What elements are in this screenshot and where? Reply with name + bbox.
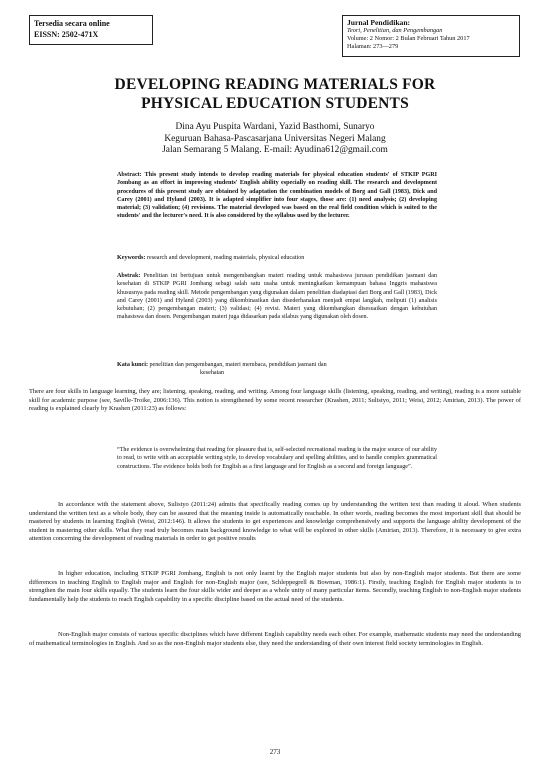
body-paragraph-1: There are four skills in language learning, they are; listening, speaking, reading, and writing. Among four language skills (listening, speaking, reading, and writing), reading is a more suitable skill for academic purpose (see, Saville-Troike, 2006:136). This notion is strengthened by some recent researcher (Krashen, 2011; Sulistyo, 2011; Weisi, 2012; Amirian, 2013). The power of reading is explained clearly by Krashen (2011:23) as follows:: [29, 388, 521, 412]
kata-kunci-label: Kata kunci:: [117, 362, 148, 368]
body-paragraph-4: Non-English major consists of various specific disciplines which have different English capability needs each other. For example, mathematic students may need the understanding of mathematical terminologies in English. And so as the non-English major students else, they need the understanding of their own interest field society terminologies in English.: [29, 631, 521, 647]
abstract-text: This present study intends to develop reading materials for physical education students' of STKIP PGRI Jombang as an effort in improving students' English ability especially on reading skill. The research and development procedures of this present study are obtained by adaptation the combination models of Borg and Gall (1983), Dick and Carey (2001) and Hyland (2003). It is adapted simplifier into four stages, those are: (1) need analysis; (2) developing material; (3) validation; (4) revisions. The material developed was based on the real field condition which is suited to the students' and the lecturer's need. It is also considered by the syllabus used by the lecturer.: [117, 172, 437, 220]
journal-subtitle: Teori, Penelitian, dan Pengembangan: [347, 27, 443, 34]
journal-volume: Volume: 2 Nomor: 2 Bulan Februari Tahun 2017: [347, 35, 470, 42]
kata-kunci-text-cont: kesehatan: [200, 370, 225, 377]
abstract-label: Abstract:: [117, 172, 142, 178]
keywords-english: [117, 254, 437, 262]
kata-kunci-text: penelitian dan pengembangan, materi membaca, pendidikan jasmani dan: [147, 362, 327, 368]
availability-box: [29, 15, 153, 45]
block-quote: “The evidence is overwhelming that reading for pleasure that is, self-selected recreational reading is the major source of our ability to read, to write with an acceptable writing style, to develop vocabulary and spelling abilities, and to handle complex grammatical constructions. The evidence holds both for English as a first language and for English as a second and foreign language”.: [117, 447, 437, 470]
abstrak-label: Abstrak:: [117, 273, 141, 279]
paper-title: [40, 75, 510, 113]
author-block: [40, 122, 510, 157]
author-affiliation: Keguruan Bahasa-Pascasarjana Universitas Negeri Malang: [164, 133, 386, 144]
keywords-label: Keywords:: [117, 255, 146, 261]
abstrak-text: Penelitian ini bertujuan untuk mengembangkan materi reading untuk mahasiswa jurusan pendidikan jasmani dan kesehatan di STKIP PGRI Jombang sebagi salah satu usaha untuk meningkatkan kemampuan bahasa Inggris mahasiswa khususnya pada reading skill. Metode pengembangan yang digunakan dalam penelitian diadaptasi dari Borg and Gall (1983), Dick and Carey (2001) and Hyland (2003) yang dikombinasikan dan disederhanakan menjadi empat langkah, meliputi (1) analisis kebutuhan; (2) pengembangan materi; (3) validasi; (4) revisi. Materi yang dikembangkan disesuaikan dengan kebutuhan mahasiswa dan dosen. Pengembangan materi juga didasarkan pada silabus yang digunakan oleh dosen.: [117, 273, 437, 321]
title-line-1: DEVELOPING READING MATERIALS FOR: [114, 76, 436, 93]
journal-name: Jurnal Pendidikan:: [347, 18, 411, 27]
author-names: Dina Ayu Puspita Wardani, Yazid Basthomi, Sunaryo: [175, 122, 375, 132]
body-paragraph-2: In accordance with the statement above, Sulistyo (2011:24) admits that specifically reading comes up by understanding the written text than reading it aloud. When students understand the written text as a whole body, they can be assured that the meaning inside is automatically reachable. In other words, reading becomes the most important skill that should be mastered by students in learning English (Weisi, 2012:146). It allows the students to get experiences and knowledge comprehensively and supports the language ability development of the student in mastering other skills. What they read truly becomes main background knowledge to what will be explored in other skills (Amirian, 2013). Therefore, it is necessary to give extra attention concerning the development of reading materials in order to get positive results: [29, 501, 521, 542]
body-paragraph-3: In higher education, including STKIP PGRI Jombang, English is not only learnt by the English major students but also by non-English major students. But there are some differences in teaching English to English major and English for non-English major (see, Schleppegrell & Bowman, 1986:1). Firstly, teaching English for English major students is to strengthen the main four skills equally. The students learn the four skills wider and deeper as a whole unity of many particular items. Secondly, teaching English to non-English major students fundamentally help the students to reach English capability in a specific discipline based on the actual need of the students.: [29, 570, 521, 603]
eissn-line: EISSN: 2502-471X: [34, 30, 99, 39]
journal-info-box: [342, 15, 520, 57]
abstract-indonesian: [117, 272, 437, 322]
title-line-2: PHYSICAL EDUCATION STUDENTS: [141, 95, 409, 112]
journal-pages: Halaman: 273—279: [347, 43, 399, 50]
abstract-english: [117, 171, 437, 221]
keywords-text: research and development, reading materials, physical education: [145, 255, 305, 261]
availability-line: Tersedia secara online: [34, 19, 110, 28]
author-address: Jalan Semarang 5 Malang. E-mail: Ayudina612@gmail.com: [162, 145, 388, 155]
page-number: 273: [269, 748, 281, 756]
keywords-indonesian: [117, 361, 437, 378]
